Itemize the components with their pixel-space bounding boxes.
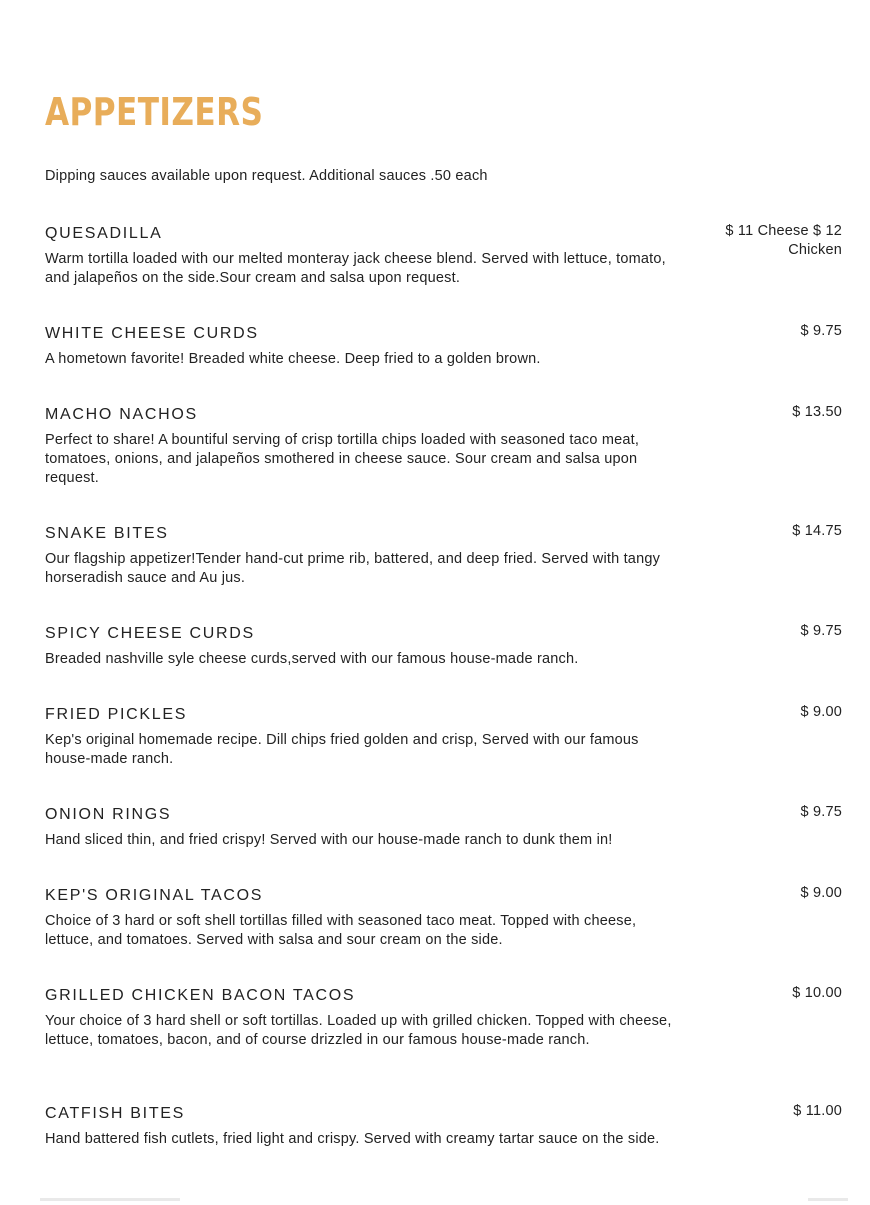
item-name: GRILLED CHICKEN BACON TACOS bbox=[45, 987, 356, 1004]
menu-item-onion-rings bbox=[45, 805, 842, 850]
section-note: Dipping sauces available upon request. Additional sauces .50 each bbox=[45, 168, 488, 184]
item-name: CATFISH BITES bbox=[45, 1105, 186, 1122]
menu-item-fried-pickles bbox=[45, 705, 842, 769]
item-name: SNAKE BITES bbox=[45, 525, 169, 542]
item-price: $ 14.75 bbox=[792, 523, 842, 539]
menu-item-grilled-chicken-bacon-tacos bbox=[45, 986, 842, 1050]
menu-item-snake-bites bbox=[45, 524, 842, 588]
item-name: KEP'S ORIGINAL TACOS bbox=[45, 887, 264, 904]
section-title: APPETIZERS bbox=[45, 90, 264, 134]
cutoff-price-ghost bbox=[808, 1198, 848, 1201]
item-name: QUESADILLA bbox=[45, 225, 163, 242]
menu-item-quesadilla bbox=[45, 224, 842, 288]
item-description: Warm tortilla loaded with our melted monteray jack cheese blend. Served with lettuce, tomato, and jalapeños on the side.Sour cream and salsa upon request. bbox=[45, 251, 666, 286]
item-description: Your choice of 3 hard shell or soft tortillas. Loaded up with grilled chicken. Topped with cheese, lettuce, tomatoes, bacon, and of course drizzled in our famous house-made ranch. bbox=[45, 1013, 672, 1048]
item-description: Our flagship appetizer!Tender hand-cut prime rib, battered, and deep fried. Served with tangy horseradish sauce and Au jus. bbox=[45, 551, 661, 586]
menu-item-white-cheese-curds bbox=[45, 324, 842, 369]
item-price: $ 9.00 bbox=[800, 885, 842, 901]
item-price: $ 9.00 bbox=[800, 704, 842, 720]
item-description: A hometown favorite! Breaded white cheese. Deep fried to a golden brown. bbox=[45, 351, 541, 367]
item-price: $ 10.00 bbox=[792, 985, 842, 1001]
menu-item-keps-original-tacos bbox=[45, 886, 842, 950]
item-name: WHITE CHEESE CURDS bbox=[45, 325, 259, 342]
item-price: $ 11.00 bbox=[793, 1103, 842, 1119]
item-price: $ 9.75 bbox=[800, 323, 842, 339]
item-name: SPICY CHEESE CURDS bbox=[45, 625, 255, 642]
item-description: Breaded nashville syle cheese curds,served with our famous house-made ranch. bbox=[45, 651, 579, 667]
menu-item-macho-nachos bbox=[45, 405, 842, 488]
item-description: Hand battered fish cutlets, fried light and crispy. Served with creamy tartar sauce on the side. bbox=[45, 1131, 660, 1147]
item-description: Choice of 3 hard or soft shell tortillas filled with seasoned taco meat. Topped with cheese, lettuce, and tomatoes. Served with salsa and sour cream on the side. bbox=[45, 913, 637, 948]
item-price: $ 9.75 bbox=[800, 804, 842, 820]
item-description: Hand sliced thin, and fried crispy! Served with our house-made ranch to dunk them in! bbox=[45, 832, 613, 848]
next-item-cutoff bbox=[40, 1196, 850, 1205]
item-name: FRIED PICKLES bbox=[45, 706, 188, 723]
item-price: $ 9.75 bbox=[800, 623, 842, 639]
item-description: Perfect to share! A bountiful serving of crisp tortilla chips loaded with seasoned taco meat, tomatoes, onions, and jalapeños smothered in cheese sauce. Sour cream and salsa upon request. bbox=[45, 432, 640, 486]
item-name: ONION RINGS bbox=[45, 806, 172, 823]
cutoff-text-ghost bbox=[40, 1198, 180, 1201]
item-price: $ 13.50 bbox=[792, 404, 842, 420]
menu-item-catfish-bites bbox=[45, 1104, 842, 1149]
menu-item-spicy-cheese-curds bbox=[45, 624, 842, 669]
item-description: Kep's original homemade recipe. Dill chips fried golden and crisp, Served with our famous house-made ranch. bbox=[45, 732, 639, 767]
item-name: MACHO NACHOS bbox=[45, 406, 198, 423]
item-price: $ 11 Cheese $ 12 Chicken bbox=[725, 223, 842, 258]
